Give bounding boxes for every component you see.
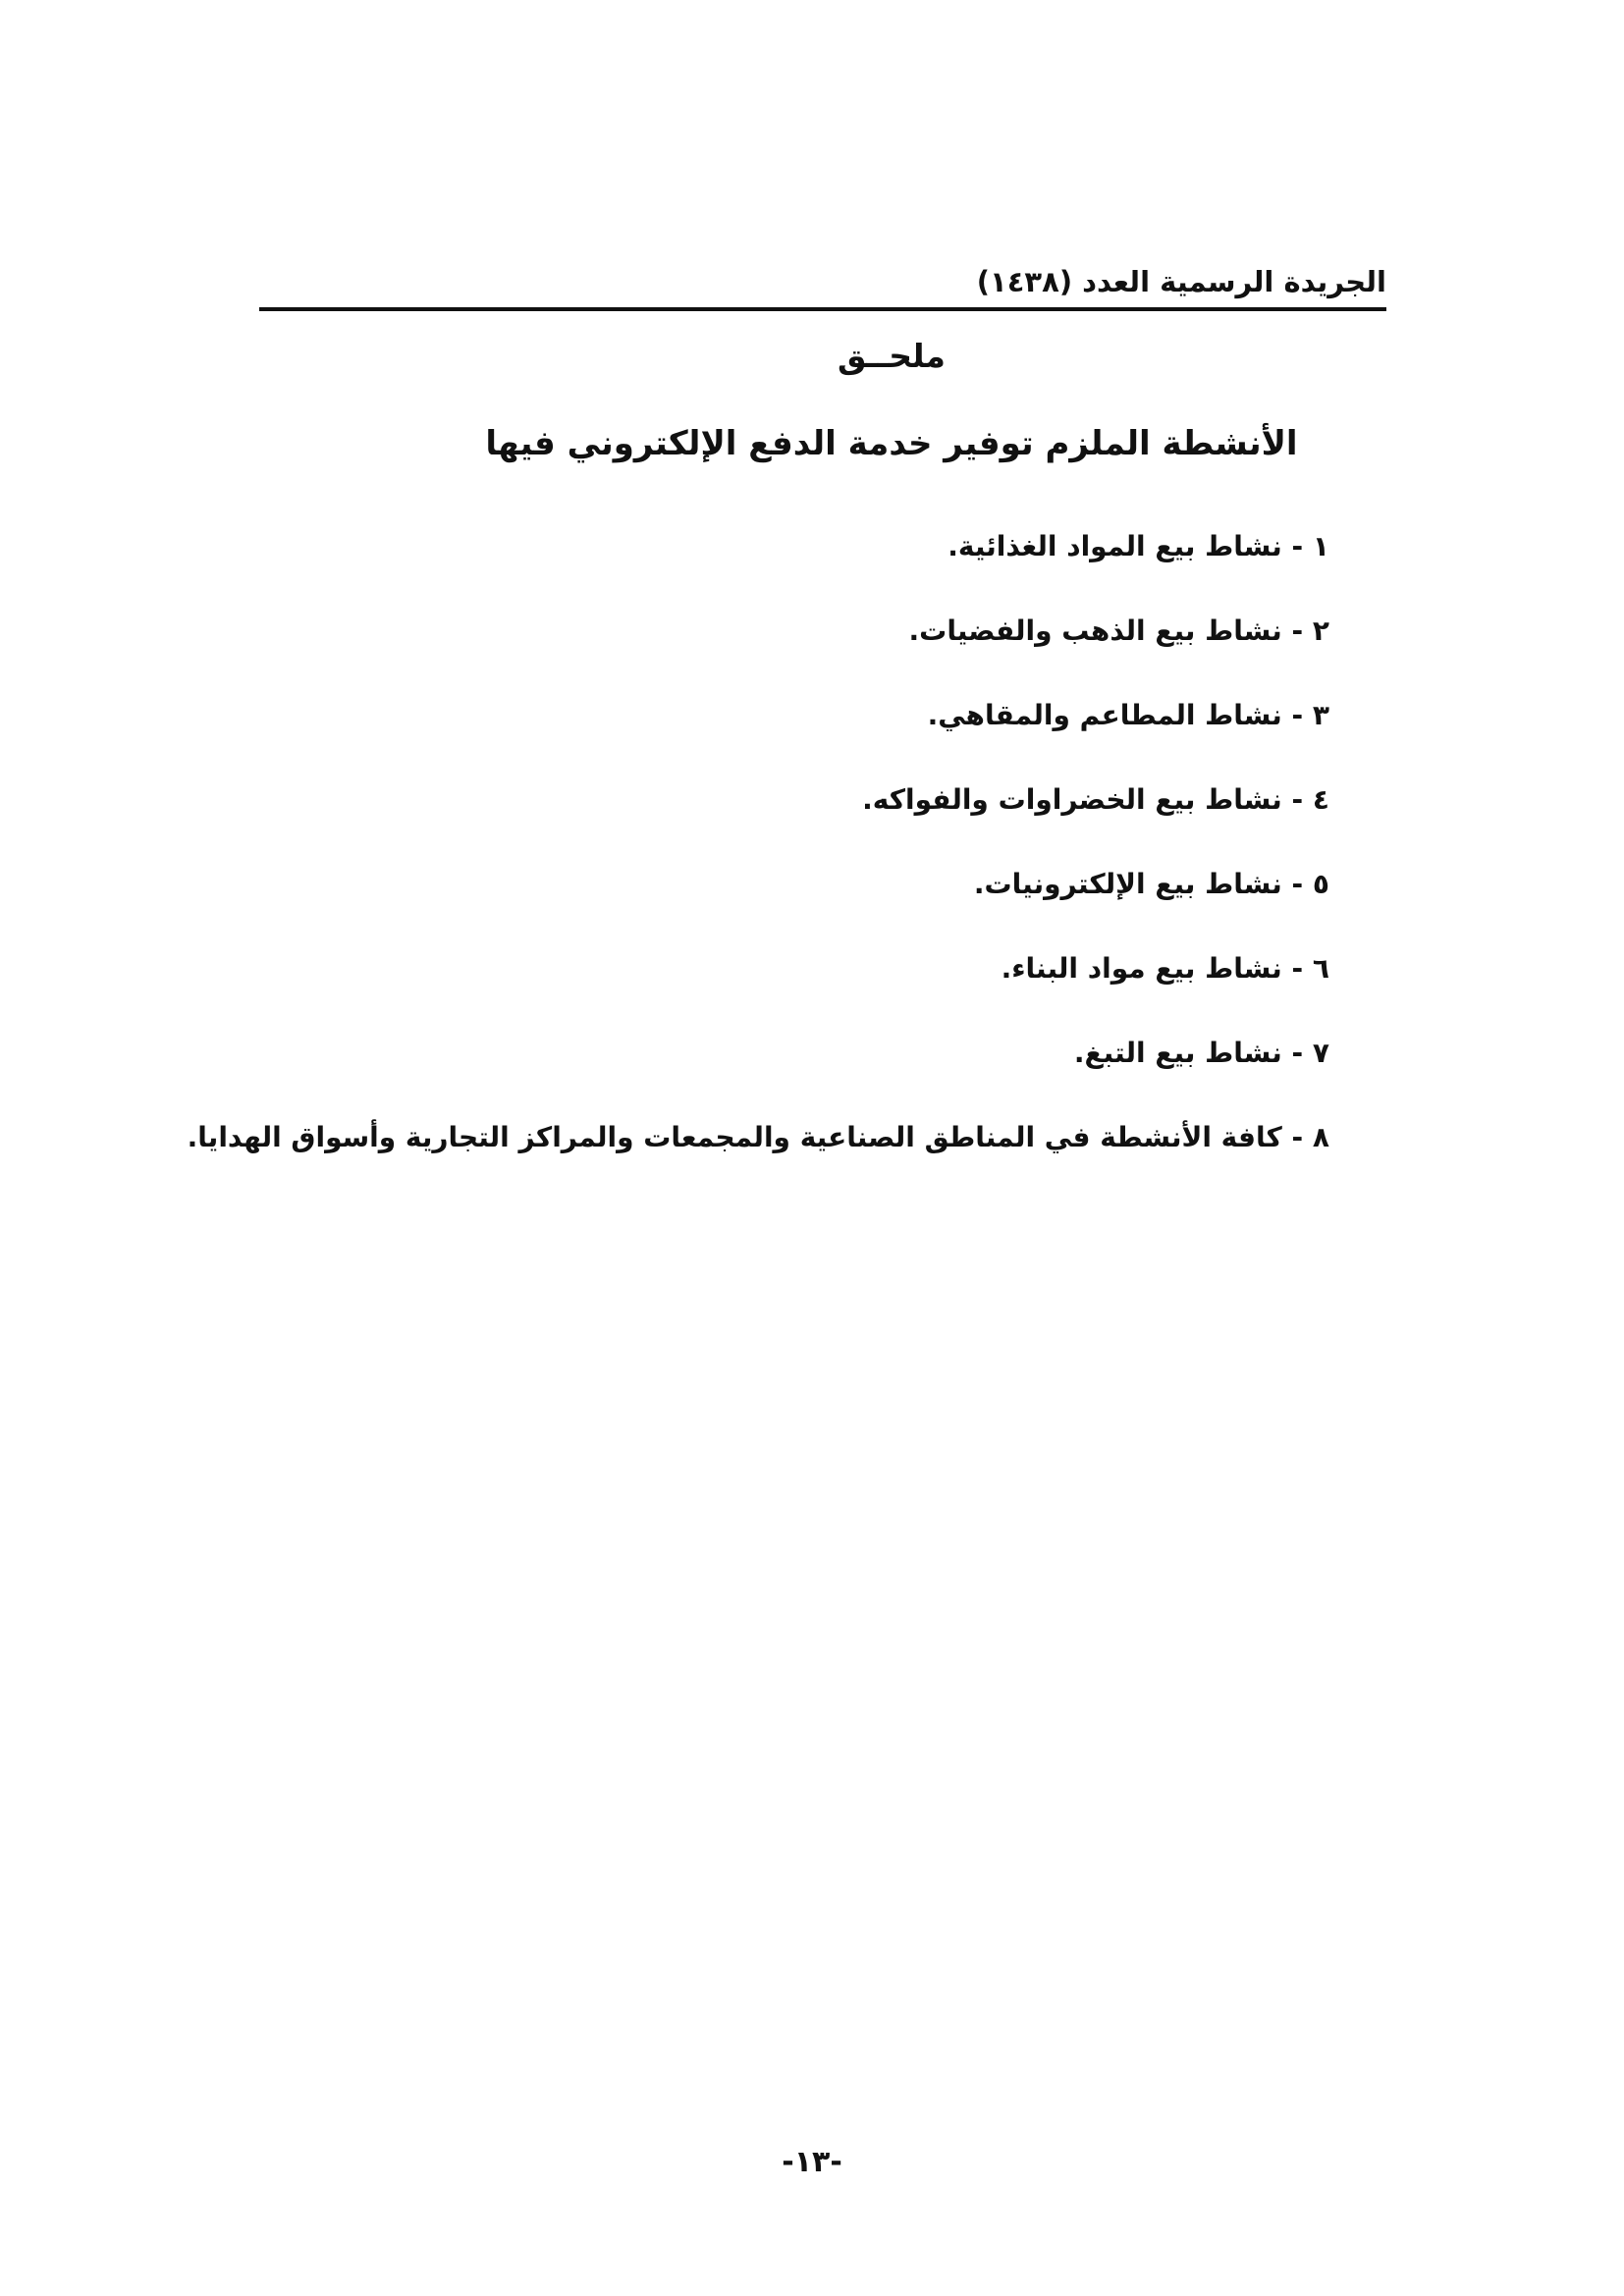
list-item: ٣ - نشاط المطاعم والمقاهي. xyxy=(927,699,1329,731)
list-item: ١ - نشاط بيع المواد الغذائية. xyxy=(947,530,1329,562)
list-item: ٤ - نشاط بيع الخضراوات والفواكه. xyxy=(862,783,1329,816)
activity-list xyxy=(187,522,1329,1198)
annex-title: ملحــق xyxy=(838,337,946,375)
list-item: ٥ - نشاط بيع الإلكترونيات. xyxy=(973,868,1329,900)
annex-subtitle: الأنشطة الملزم توفير خدمة الدفع الإلكتروني فيها xyxy=(485,424,1298,463)
gazette-issue-title: الجريدة الرسمية العدد (١٤٣٨) xyxy=(976,265,1386,298)
page-number: -١٣- xyxy=(782,2145,842,2179)
list-item: ٧ - نشاط بيع التبغ. xyxy=(1073,1037,1329,1069)
list-item: ٨ - كافة الأنشطة في المناطق الصناعية والمجمعات والمراكز التجارية وأسواق الهدايا. xyxy=(187,1121,1329,1153)
list-item: ٢ - نشاط بيع الذهب والفضيات. xyxy=(908,614,1329,647)
running-header xyxy=(259,257,1386,306)
list-item: ٦ - نشاط بيع مواد البناء. xyxy=(1001,952,1329,985)
header-divider xyxy=(259,307,1386,311)
